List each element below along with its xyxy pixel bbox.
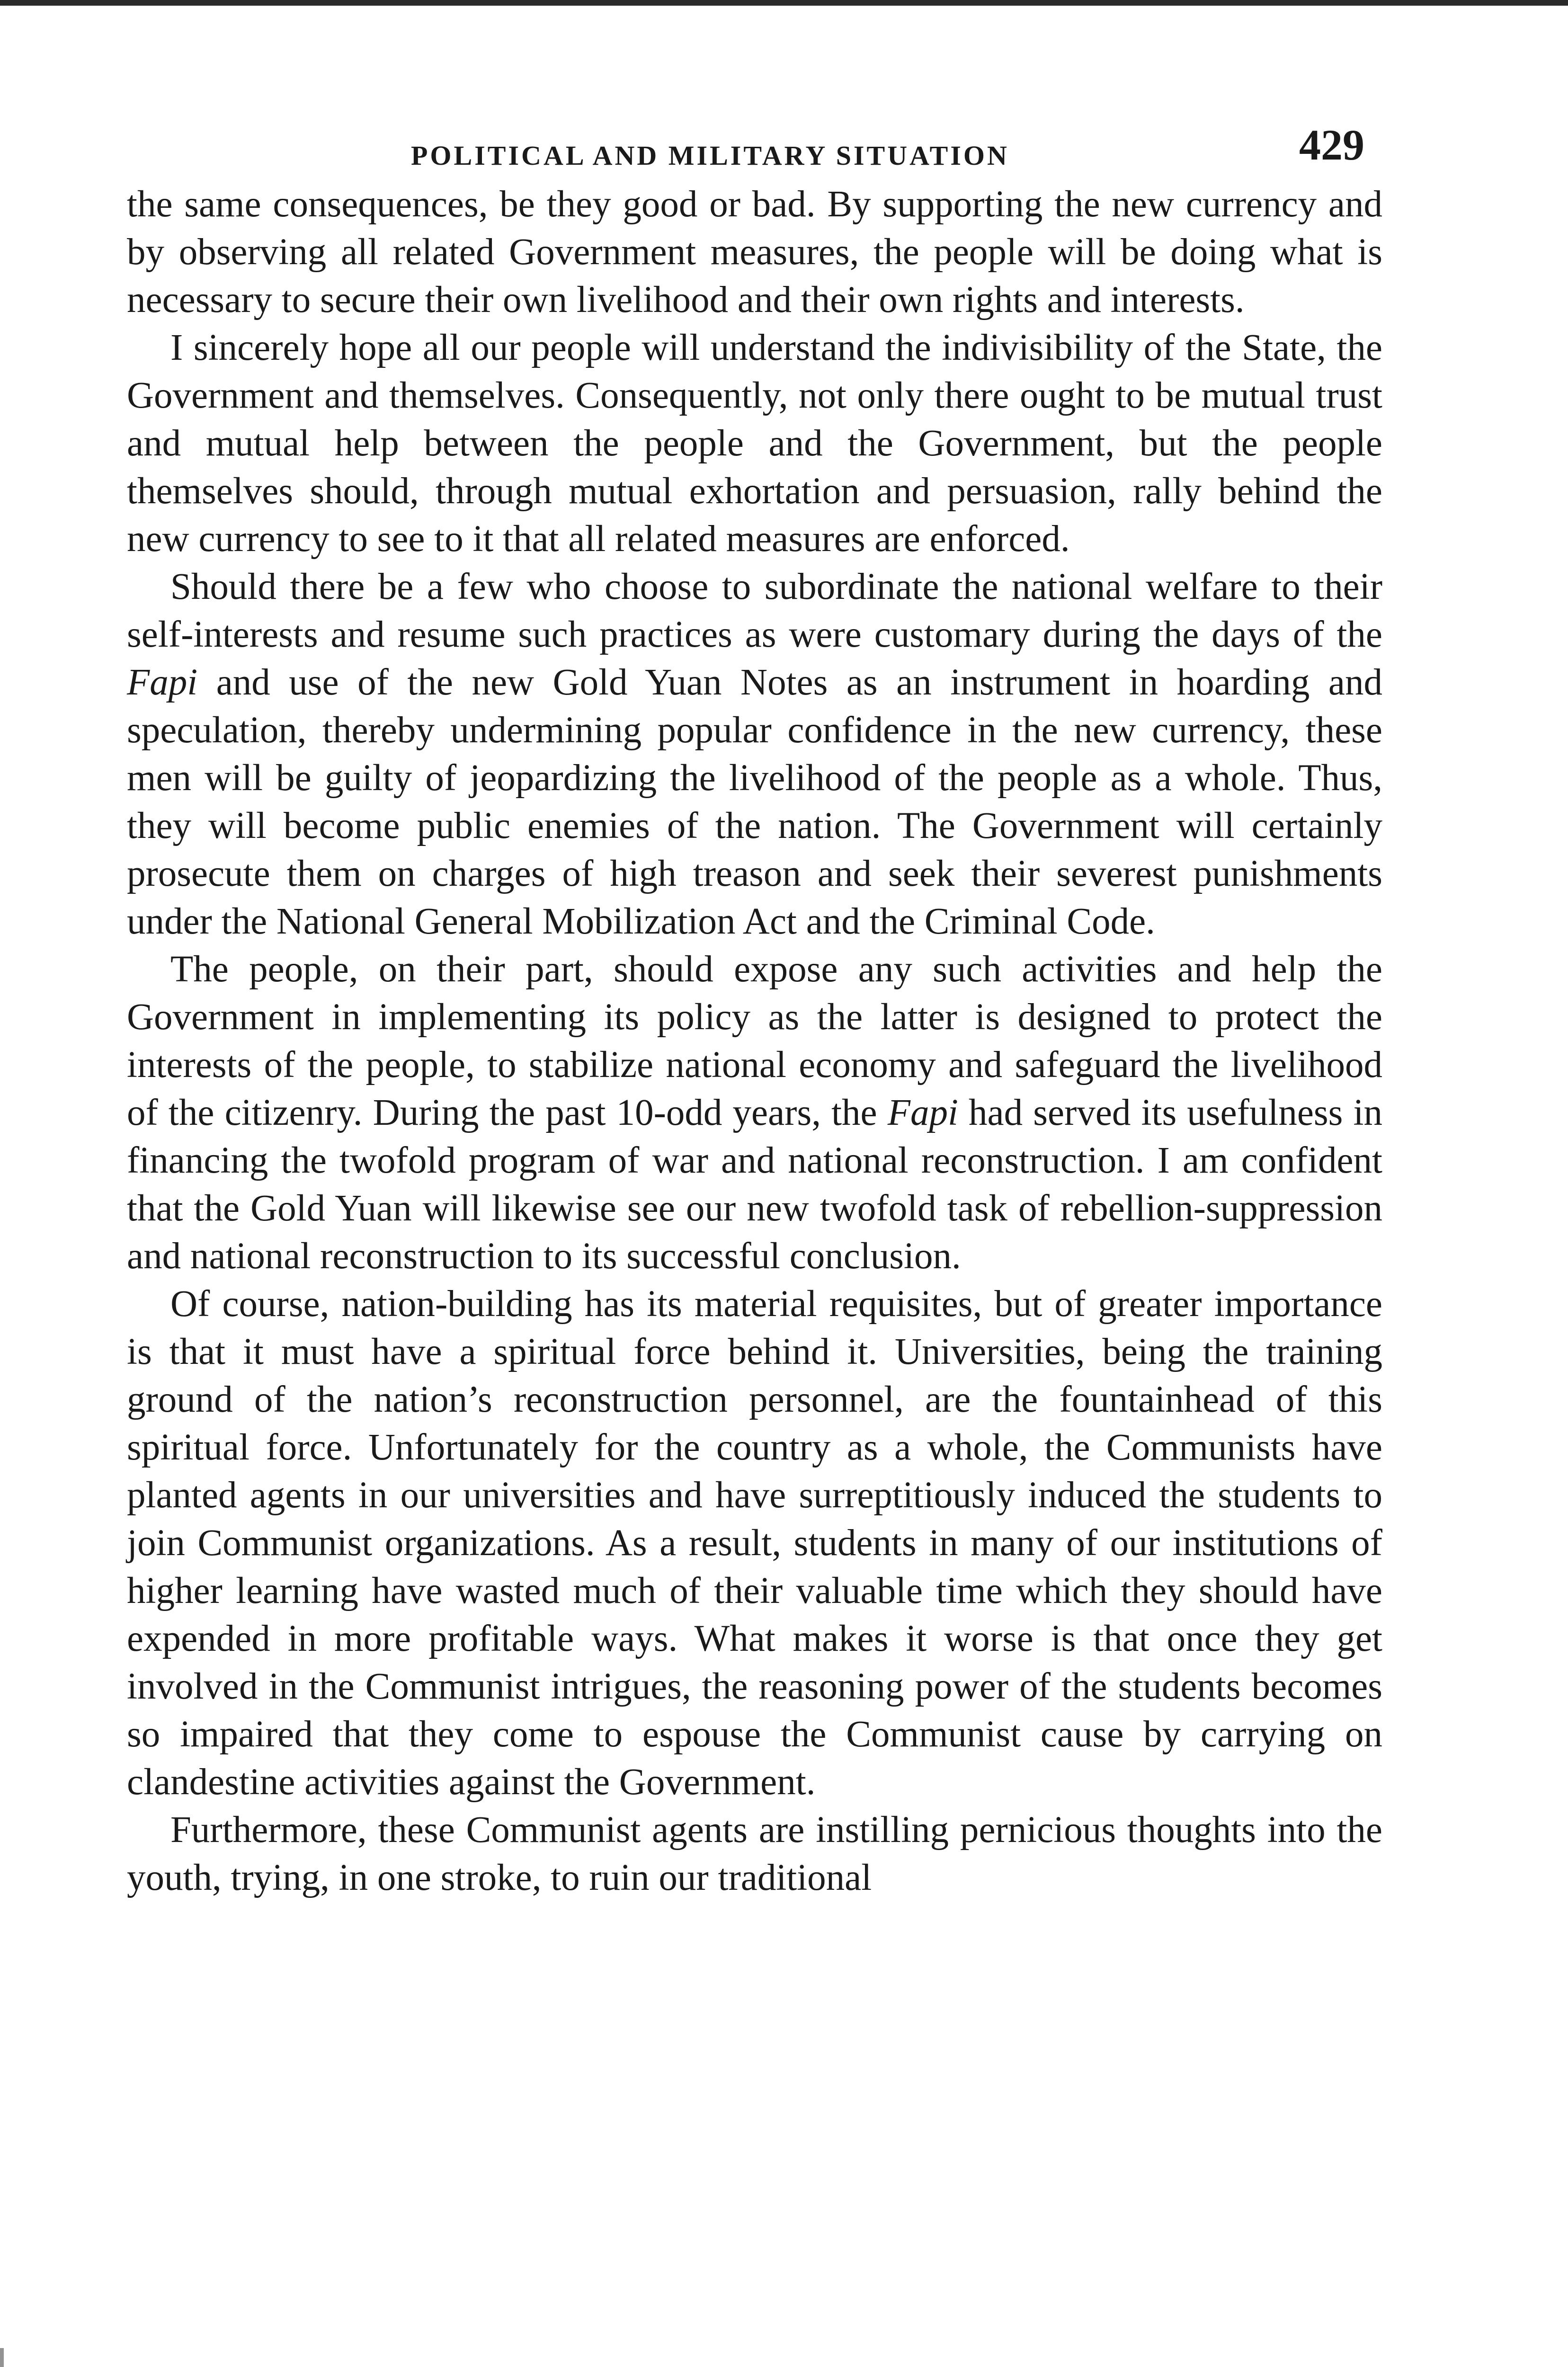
running-title: POLITICAL AND MILITARY SITUATION	[411, 140, 1009, 171]
paragraph-3-text-a: Should there be a few who choose to subordinate the national welfare to their self-interests and resume such practices as were customary during the days of the	[127, 566, 1382, 655]
paragraph-3-text-b: and use of the new Gold Yuan Notes as an instrument in hoarding and speculation, thereby undermining popular confidence in the new currency, these men will be guilty of jeopardizing the livelihood of the people as a whole. Thus, they will become public enemies of the nation. The Government will certainly prosecute them on charges of high treason and seek their severest punishments under the National General Mobilization Act and the Criminal Code.	[127, 662, 1382, 942]
paragraph-4	[127, 945, 1382, 1280]
paragraph-4-fapi-term: Fapi	[887, 1092, 958, 1133]
page-number: 429	[1299, 121, 1364, 169]
book-page	[127, 111, 1382, 1902]
paragraph-1: the same consequences, be they good or bad. By supporting the new currency and by observing all related Government measures, the people will be doing what is necessary to secure their own livelihood and their own rights and interests.	[127, 184, 1382, 320]
paragraph-3-fapi-term: Fapi	[127, 662, 198, 703]
top-border-rule	[0, 0, 1568, 6]
paragraph-2: I sincerely hope all our people will understand the indivisibility of the State, the Government and themselves. Consequently, not only there ought to be mutual trust and mutual help between the people and the Government, but the people themselves should, through mutual exhortation and persuasion, rally behind the new currency to see to it that all related measures are enforced.	[127, 327, 1382, 560]
running-head	[127, 111, 1382, 173]
paragraph-5: Of course, nation-building has its material requisites, but of greater importance is that it must have a spiritual force behind it. Universities, being the training ground of the nation’s reconstruction personnel, are the fountainhead of this spiritual force. Unfortunately for the country as a whole, the Communists have planted agents in our universities and have surreptitiously induced the students to join Communist organizations. As a result, students in many of our institutions of higher learning have wasted much of their valuable time which they should have expended in more profitable ways. What makes it worse is that once they get involved in the Communist intrigues, the reasoning power of the students becomes so impaired that they come to espouse the Communist cause by carrying on clandestine activities against the Government.	[127, 1283, 1382, 1803]
body-text	[127, 180, 1382, 1902]
paragraph-4-text-a: The people, on their part, should expose any such activities and help the Government in implementing its policy as the latter is designed to protect the interests of the people, to stabilize national economy and safeguard the livelihood of the citizenry. During the past 10-odd years, the	[127, 949, 1382, 1133]
left-binding-edge	[0, 2348, 4, 2367]
paragraph-3	[127, 563, 1382, 945]
paragraph-6: Furthermore, these Communist agents are instilling pernicious thoughts into the youth, trying, in one stroke, to ruin our traditional	[127, 1809, 1382, 1898]
paragraph-4-text-b: had served its usefulness in financing the twofold program of war and national reconstruction. I am confident that the Gold Yuan will likewise see our new twofold task of rebellion-suppression and national reconstruction to its successful conclusion.	[127, 1092, 1382, 1277]
